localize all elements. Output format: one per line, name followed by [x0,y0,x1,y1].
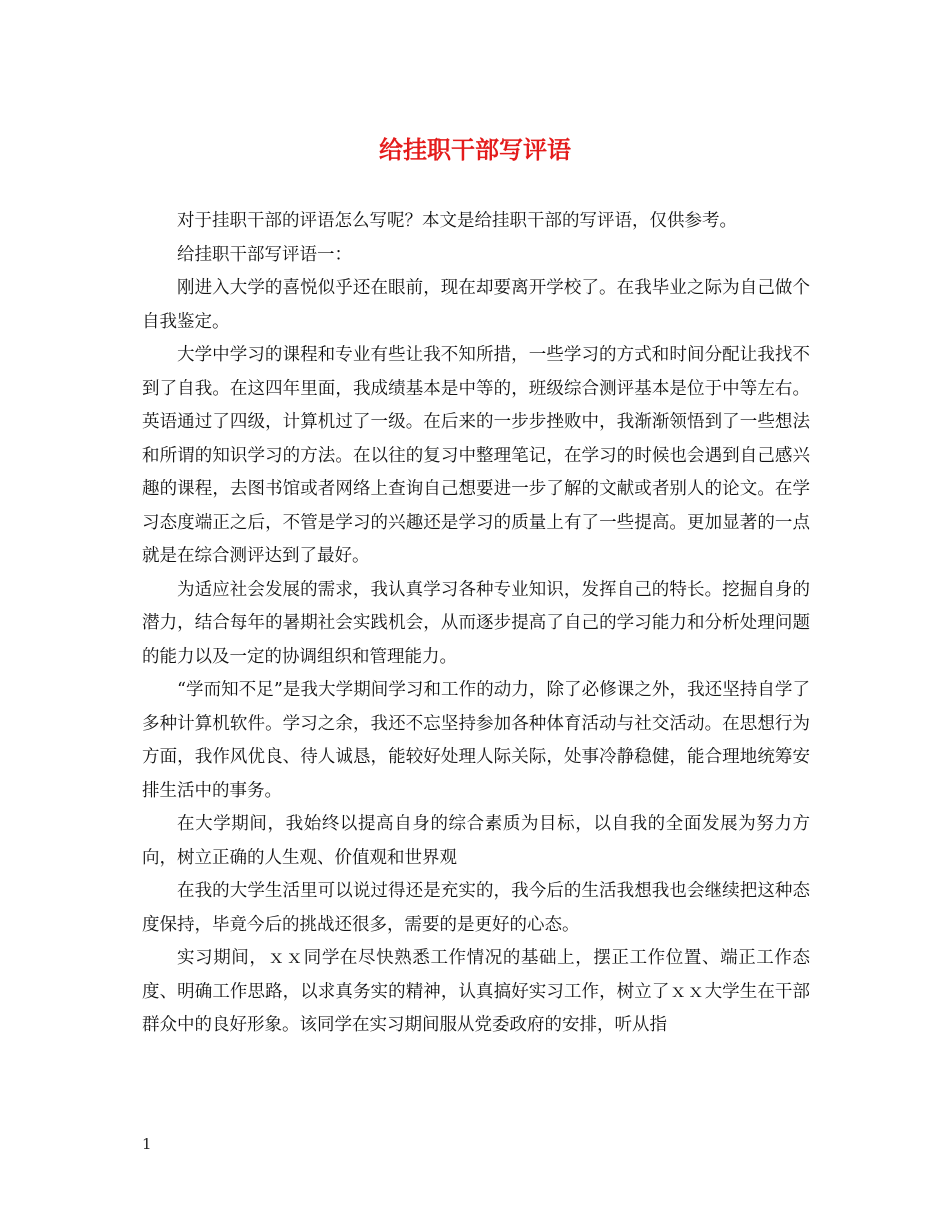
body-paragraph: 实习期间，ｘｘ同学在尽快熟悉工作情况的基础上，摆正工作位置、端正工作态度、明确工作思路，以求真务实的精神，认真搞好实习工作，树立了ｘｘ大学生在干部群众中的良好形象。该同学在实习期间服从党委政府的安排，听从指 [142,948,810,1035]
body-paragraph: “学而知不足”是我大学期间学习和工作的动力，除了必修课之外，我还坚持自学了多种计算机软件。学习之余，我还不忘坚持参加各种体育活动与社交活动。在思想行为方面，我作风优良、待人诚恳，能较好处理人际关际，处事冷静稳健，能合理地统筹安排生活中的事务。 [142,680,810,801]
document-body [142,205,810,1043]
body-paragraph: 在大学期间，我始终以提高自身的综合素质为目标，以自我的全面发展为努力方向，树立正确的人生观、价值观和世界观 [142,814,810,868]
body-paragraph: 在我的大学生活里可以说过得还是充实的，我今后的生活我想我也会继续把这种态度保持，毕竟今后的挑战还很多，需要的是更好的心态。 [142,881,810,935]
body-paragraph: 大学中学习的课程和专业有些让我不知所措，一些学习的方式和时间分配让我找不到了自我。在这四年里面，我成绩基本是中等的，班级综合测评基本是位于中等左右。英语通过了四级，计算机过了一级。在后来的一步步挫败中，我渐渐领悟到了一些想法和所谓的知识学习的方法。在以往的复习中整理笔记，在学习的时候也会遇到自己感兴趣的课程，去图书馆或者网络上查询自己想要进一步了解的文献或者别人的论文。在学习态度端正之后，不管是学习的兴趣还是学习的质量上有了一些提高。更加显著的一点就是在综合测评达到了最好。 [142,345,810,566]
body-paragraph: 刚进入大学的喜悦似乎还在眼前，现在却要离开学校了。在我毕业之际为自己做个自我鉴定。 [142,278,810,332]
body-paragraph: 为适应社会发展的需求，我认真学习各种专业知识，发挥自己的特长。挖掘自身的潜力，结合每年的暑期社会实践机会，从而逐步提高了自己的学习能力和分析处理问题的能力以及一定的协调组织和管理能力。 [142,579,810,667]
section-heading: 给挂职干部写评语一： [177,244,352,265]
page-number: 1 [142,1135,152,1153]
intro-paragraph: 对于挂职干部的评语怎么写呢？本文是给挂职干部的写评语，仅供参考。 [177,211,737,231]
document-title: 给挂职干部写评语 [379,135,571,164]
